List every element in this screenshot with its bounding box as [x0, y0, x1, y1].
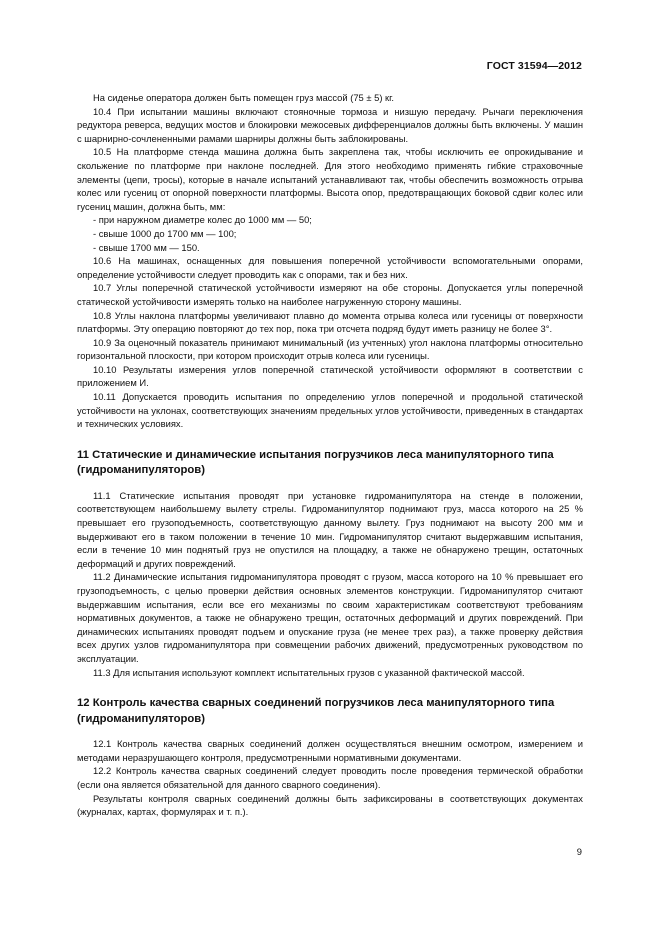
paragraph-10-5: 10.5 На платформе стенда машина должна быть закреплена так, чтобы исключить ее опрокидывание и скольжение по платформе при наклоне последней. Для этого необходимо применять гибкие страховочные элементы (цепи, тросы), которые в начале испытаний устанавливают так, чтобы обеспечить возможность отрыва колес или гусениц от опорной поверхности платформы. Высота опор, предотвращающих боковой сдвиг колес или гусениц машин, должна быть, мм: [77, 146, 583, 212]
section-11-heading: 11 Статические и динамические испытания погрузчиков леса манипуляторного типа (гидроманипуляторов) [77, 448, 554, 477]
paragraph-10-8: 10.8 Углы наклона платформы увеличивают плавно до момента отрыва колеса или гусеницы от поверхности платформы. Эту операцию повторяют до тех пор, пока три отсчета подряд будут иметь разницу не более 3°. [77, 309, 583, 335]
paragraph-12-results: Результаты контроля сварных соединений должны быть зафиксированы в соответствующих документах (журналах, картах, формулярах и т. п.). [77, 792, 583, 818]
paragraph-12-2: 12.2 Контроль качества сварных соединений следует проводить после проведения термической обработки (если она является обязательной для данного сварного соединения). [77, 765, 583, 790]
page-number: 9 [576, 846, 582, 857]
paragraph-10-9: 10.9 За оценочный показатель принимают минимальный (из учтенных) угол наклона платформы относительно горизонтальной плоскости, при котором происходит отрыв колеса или гусеницы. [77, 336, 583, 362]
paragraph-10-4: 10.4 При испытании машины включают стояночные тормоза и низшую передачу. Рычаги переключения редуктора реверса, ведущих мостов и блокировки межосевых дифференциалов должны быть включены. У машин с шарнирно-сочлененными рамами шарниры должны быть заблокированы. [77, 105, 583, 144]
paragraph-11-3: 11.3 Для испытания используют комплект испытательных грузов с указанной фактической массой. [93, 666, 525, 678]
list-item: - свыше 1000 до 1700 мм — 100; [93, 227, 237, 239]
page-body [77, 91, 583, 819]
paragraph-10-11: 10.11 Допускается проводить испытания по определению углов поперечной и продольной статической устойчивости на уклонах, соответствующих значениям предельных углов устойчивости, приведенных в стандартах и технических условиях. [77, 391, 583, 430]
paragraph-11-1: 11.1 Статические испытания проводят при установке гидроманипулятора на стенде в положении, соответствующем наибольшему вылету стрелы. Гидроманипулятор поднимают груз, масса которого на 25 % превышает его грузоподъемность, соответствующую данному вылету. Груз поднимают на высоту 200 мм и выдерживают его в таком положении в течение 10 мин. Гидроманипулятор считают выдержавшим испытания, если в течение 10 мин поднятый груз не опустился на площадку, а также не обнаружено трещин, остаточных деформаций и других повреждений. [77, 489, 583, 569]
paragraph-10-6: 10.6 На машинах, оснащенных для повышения поперечной устойчивости вспомогательными опорами, определение устойчивости следует проводить как с опорами, так и без них. [77, 255, 583, 280]
paragraph-12-1: 12.1 Контроль качества сварных соединений должен осуществляться внешним осмотром, измерением и методами неразрушающего контроля, предусмотренными нормативными документами. [77, 738, 583, 763]
paragraph-10-3-load: На сиденье оператора должен быть помещен груз массой (75 ± 5) кг. [93, 92, 395, 103]
list-item: - при наружном диаметре колес до 1000 мм — 50; [93, 214, 312, 226]
paragraph-10-10: 10.10 Результаты измерения углов поперечной статической устойчивости оформляют в соответствии с приложением И. [77, 363, 583, 389]
paragraph-10-7: 10.7 Углы поперечной статической устойчивости измеряют на обе стороны. Допускается углы поперечной статической устойчивости измерять только на наиболее нагруженную сторону машины. [77, 282, 583, 307]
section-12-heading: 12 Контроль качества сварных соединений погрузчиков леса манипуляторного типа (гидроманипуляторов) [77, 697, 555, 725]
list-item: - свыше 1700 мм — 150. [93, 241, 200, 253]
paragraph-11-2: 11.2 Динамические испытания гидроманипулятора проводят с грузом, масса которого на 10 % превышает его грузоподъемность, с целью проверки действия основных элементов конструкции. Гидроманипулятор считают выдержавшим испытания, если все его механизмы по своим характеристикам соответствуют требованиям нормативных документов, а также не обнаружено трещин, остаточных деформаций и других повреждений. При динамических испытаниях проводят подъем и опускание груза (не менее трех раз), а также проверку действия всех других узлов гидроманипулятора при совмещении рабочих движений, предусмотренных руководством по эксплуатации. [77, 571, 583, 664]
document-standard-code: ГОСТ 31594—2012 [486, 60, 582, 72]
